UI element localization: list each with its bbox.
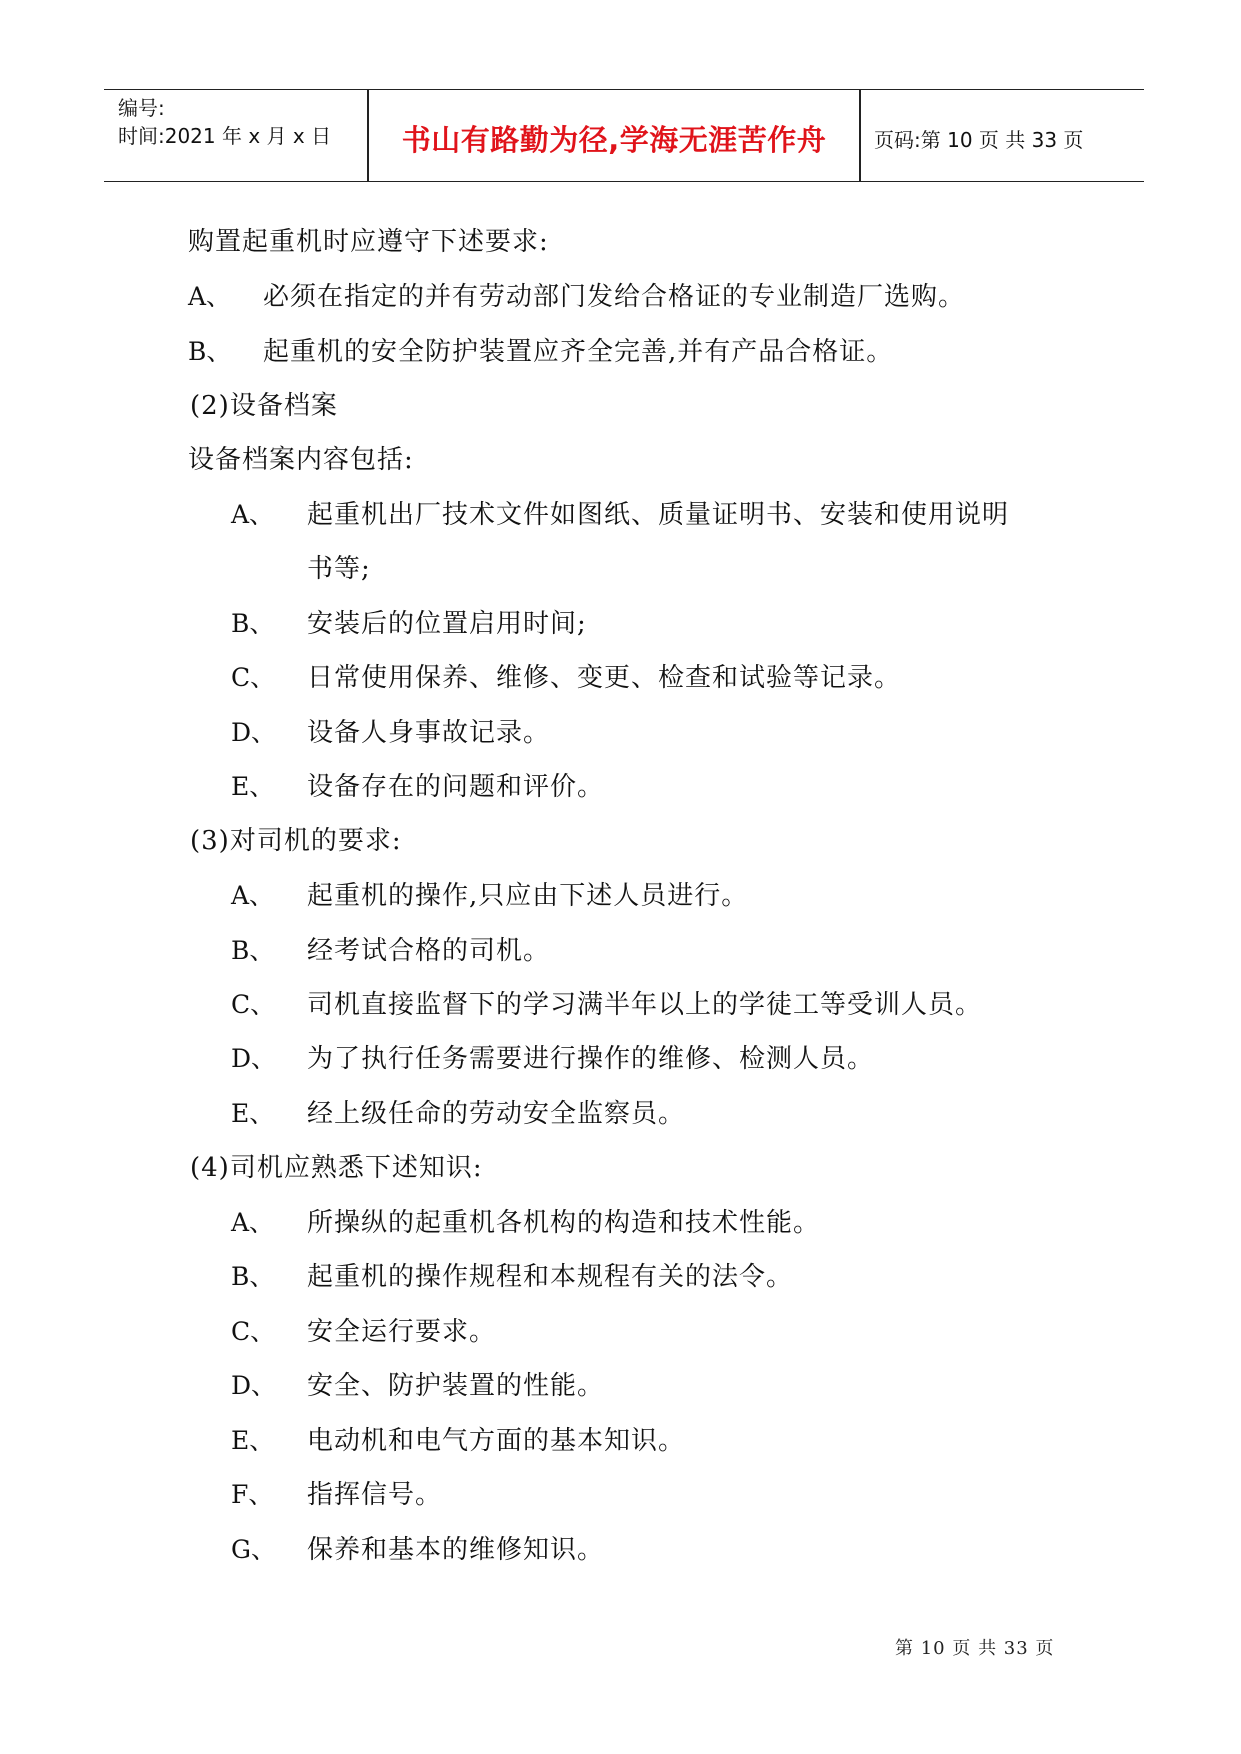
list-marker: A、 <box>231 1208 275 1237</box>
header-page-label: 页码:第 10 页 共 33 页 <box>874 128 1084 152</box>
list-item-text: 设备人身事故记录。 <box>307 718 551 748</box>
intro-text: 购置起重机时应遵守下述要求: <box>188 227 549 257</box>
section-heading: (4)司机应熟悉下述知识: <box>190 1153 483 1183</box>
list-marker: C、 <box>231 663 276 692</box>
list-marker: C、 <box>231 1317 276 1346</box>
list-item-text: 起重机出厂技术文件如图纸、质量证明书、安装和使用说明 <box>307 500 1010 530</box>
list-marker: B、 <box>231 609 275 638</box>
list-marker: A、 <box>231 881 275 910</box>
list-marker: G、 <box>231 1535 276 1564</box>
list-marker: E、 <box>231 1099 275 1128</box>
footer-page-number: 第 10 页 共 33 页 <box>895 1638 1055 1659</box>
list-marker: D、 <box>231 1044 277 1073</box>
section-heading: (3)对司机的要求: <box>190 826 402 856</box>
document-header <box>104 89 1144 182</box>
list-marker: C、 <box>231 990 276 1019</box>
list-item-text: 安全运行要求。 <box>307 1317 497 1347</box>
header-motto: 书山有路勤为径,学海无涯苦作舟 <box>401 123 827 157</box>
header-meta <box>118 94 331 150</box>
list-marker: A、 <box>231 500 275 529</box>
section-heading: (2)设备档案 <box>190 391 338 421</box>
list-marker: F、 <box>231 1480 274 1509</box>
list-item-text: 保养和基本的维修知识。 <box>307 1535 605 1565</box>
list-item-text: 安全、防护装置的性能。 <box>307 1371 605 1401</box>
list-marker: A、 <box>188 282 232 311</box>
list-marker: B、 <box>231 936 275 965</box>
list-item-text: 安装后的位置启用时间; <box>307 609 587 639</box>
list-marker: E、 <box>231 772 275 801</box>
list-item-text: 经考试合格的司机。 <box>307 936 551 966</box>
list-item-text: 起重机的操作,只应由下述人员进行。 <box>307 881 749 911</box>
list-item-text: 起重机的操作规程和本规程有关的法令。 <box>307 1262 794 1292</box>
list-item-text: 日常使用保养、维修、变更、检查和试验等记录。 <box>307 663 902 693</box>
list-marker: E、 <box>231 1426 275 1455</box>
header-time-label: 时间:2021 年 x 月 x 日 <box>118 124 332 148</box>
header-number-label: 编号: <box>118 96 165 120</box>
list-item-text: 起重机的安全防护装置应齐全完善,并有产品合格证。 <box>263 337 894 367</box>
list-item-text: 经上级任命的劳动安全监察员。 <box>307 1099 686 1129</box>
list-item-text: 必须在指定的并有劳动部门发给合格证的专业制造厂选购。 <box>263 282 966 312</box>
list-item-text: 所操纵的起重机各机构的构造和技术性能。 <box>307 1208 821 1238</box>
header-divider <box>367 90 369 182</box>
list-marker: B、 <box>188 337 232 366</box>
list-marker: D、 <box>231 718 277 747</box>
list-marker: D、 <box>231 1371 277 1400</box>
list-item-text: 为了执行任务需要进行操作的维修、检测人员。 <box>307 1044 875 1074</box>
list-item-text: 设备存在的问题和评价。 <box>307 772 605 802</box>
list-item-text: 指挥信号。 <box>307 1480 443 1510</box>
list-marker: B、 <box>231 1262 275 1291</box>
list-item-text: 书等; <box>307 554 371 584</box>
list-item-text: 司机直接监督下的学习满半年以上的学徒工等受训人员。 <box>307 990 983 1020</box>
list-item-text: 电动机和电气方面的基本知识。 <box>307 1426 686 1456</box>
section-intro: 设备档案内容包括: <box>188 445 414 475</box>
header-divider <box>859 90 861 182</box>
